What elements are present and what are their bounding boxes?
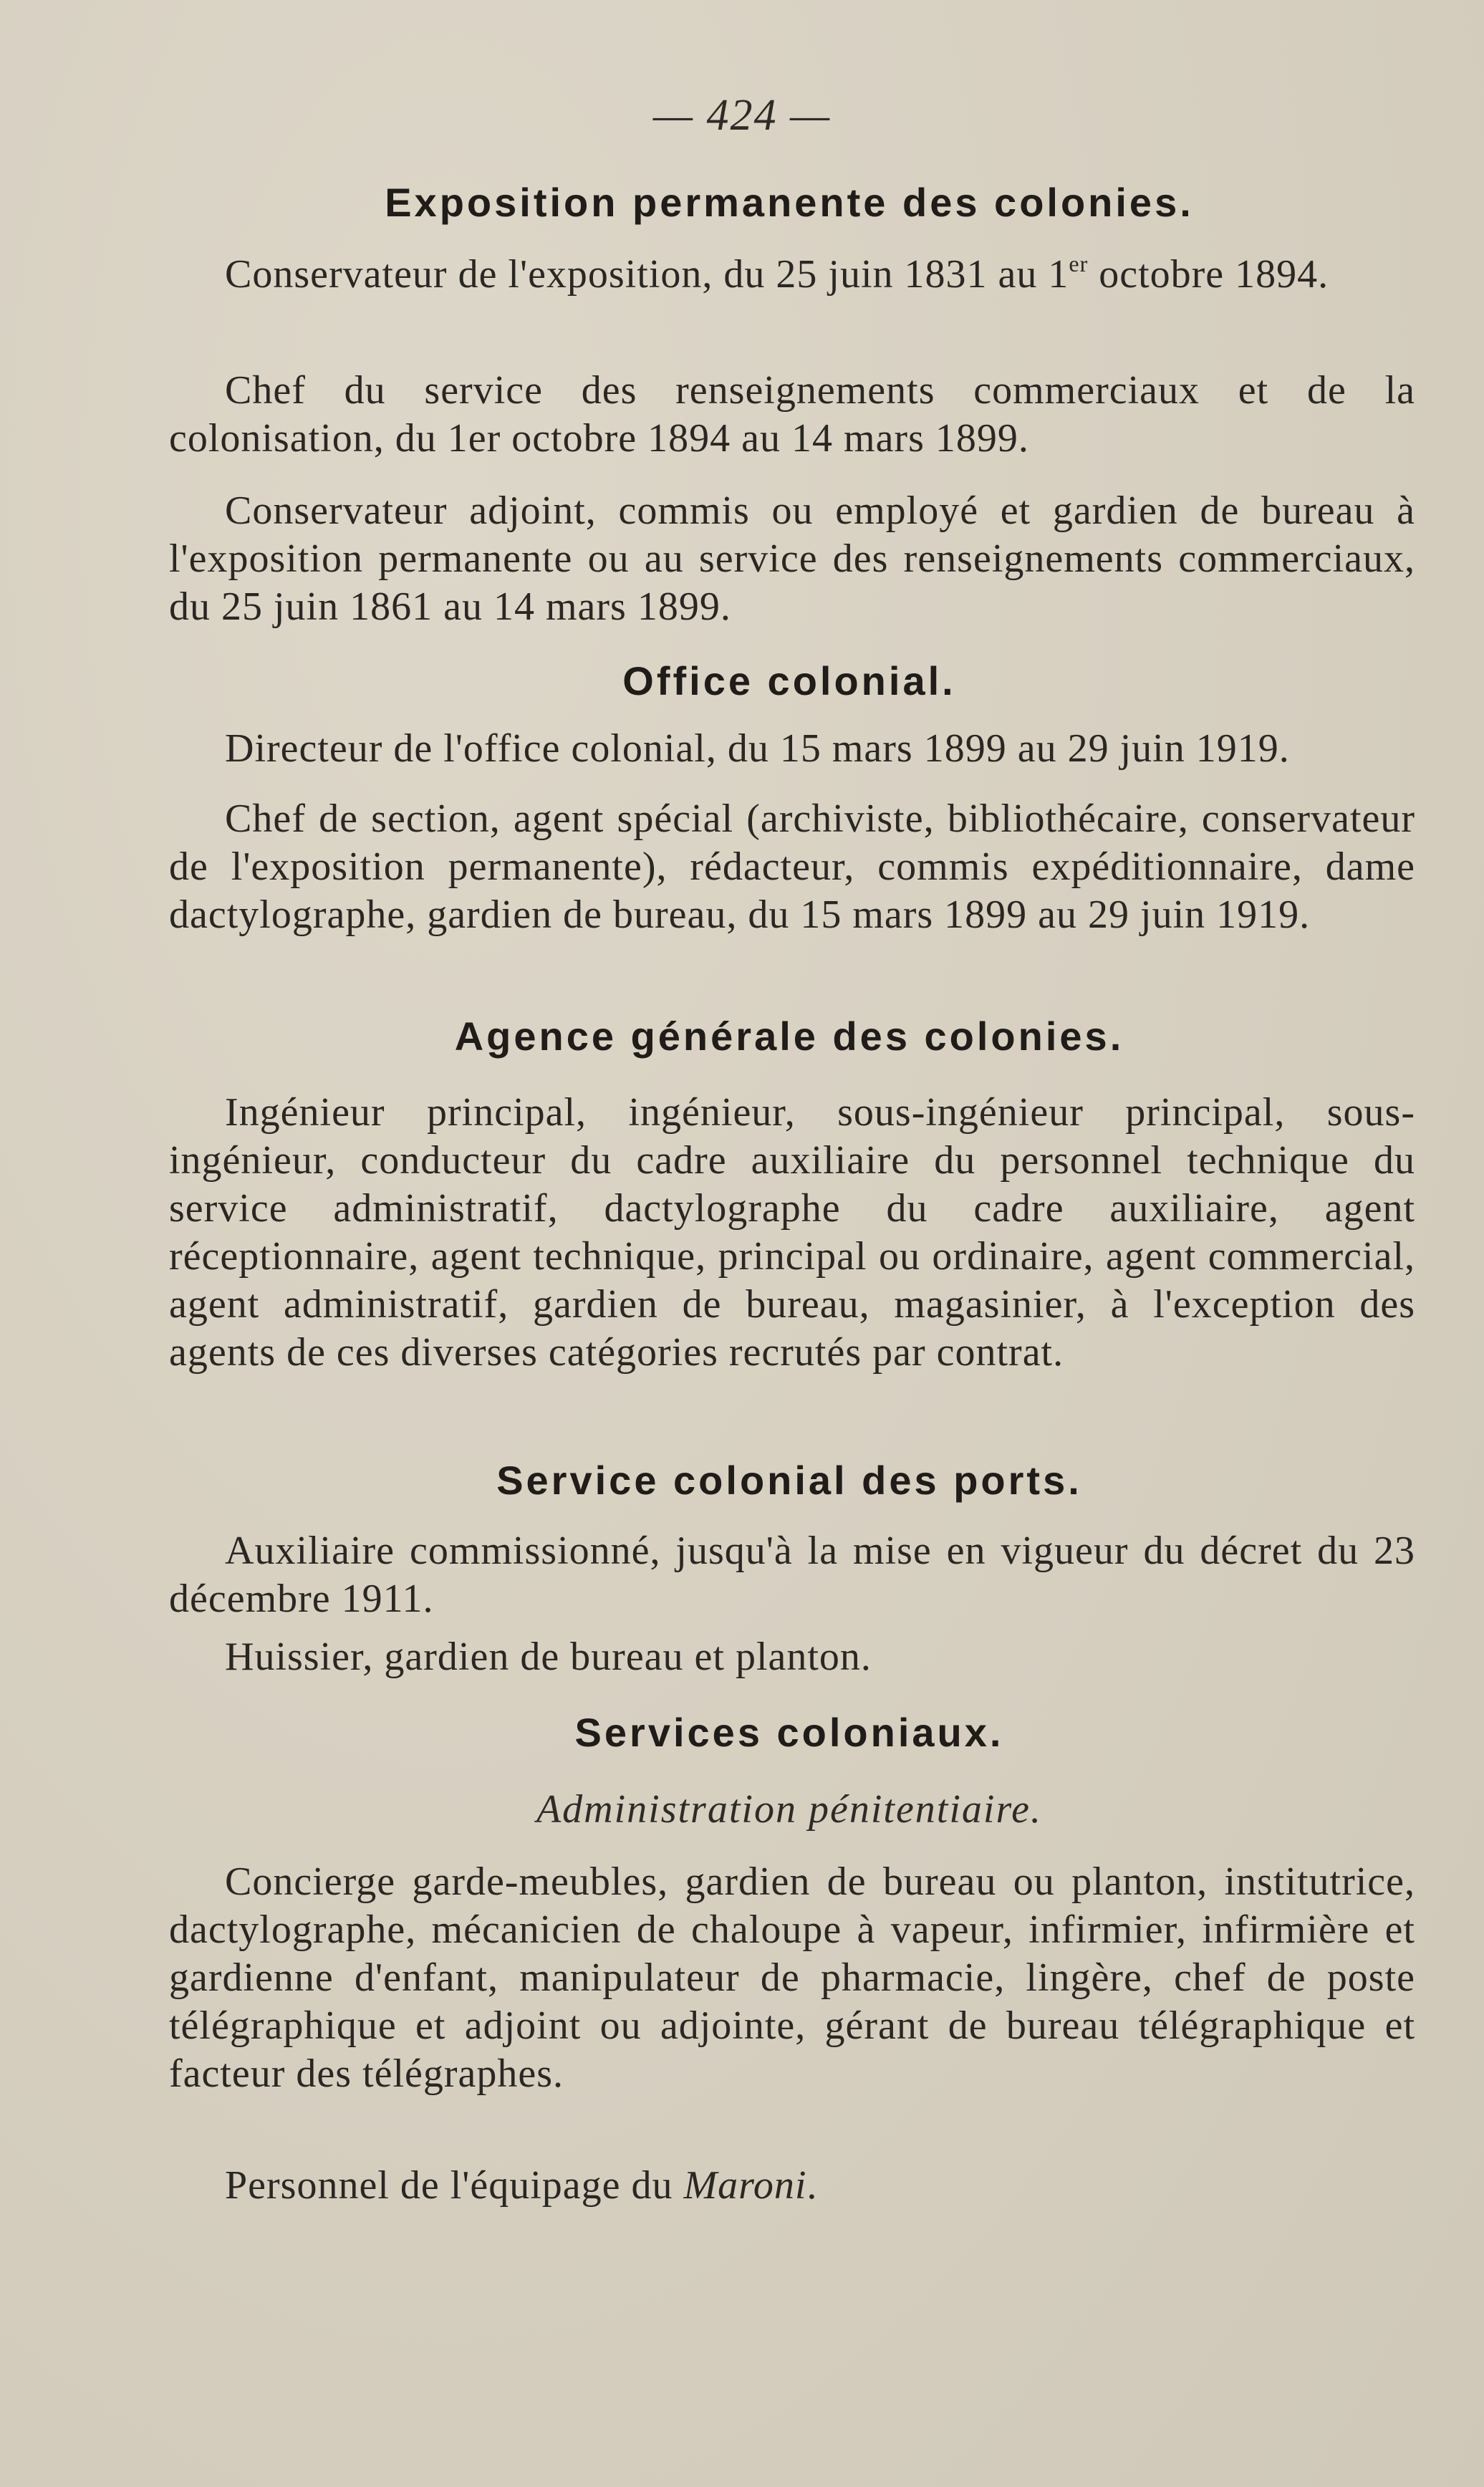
paragraph: Directeur de l'office colonial, du 15 mars 1899 au 29 juin 1919. <box>225 726 1290 771</box>
paragraph-text: . <box>806 2163 818 2208</box>
ship-name: Maroni <box>683 2163 807 2208</box>
paragraph: Chef du service des renseignements commerciaux et de la colonisation, du 1er octobre 1894 au 14 mars 1899. <box>169 368 1415 461</box>
page-number: — 424 — <box>652 91 832 140</box>
paragraph: Concierge garde-meubles, gardien de bureau ou planton, institutrice, dactylographe, mécanicien de chaloupe à vapeur, infirmier, infirmière et gardienne d'enfant, manipulateur de pharmacie, lingère, chef de poste télégraphique et adjoint ou adjointe, gérant de bureau télégraphique et facteur des télégraphes. <box>169 1860 1415 2096</box>
superscript: er <box>1069 251 1089 276</box>
paragraph-text: octobre 1894. <box>1088 252 1329 297</box>
paragraph-text: Personnel de l'équipage du <box>225 2163 684 2208</box>
paragraph <box>169 2162 1415 2210</box>
section-heading-exposition: Exposition permanente des colonies. <box>385 180 1194 225</box>
section-subheading: Administration pénitentiaire. <box>536 1787 1043 1832</box>
section-heading-ports: Service colonial des ports. <box>496 1458 1082 1503</box>
paragraph: Huissier, gardien de bureau et planton. <box>225 1635 872 1679</box>
paragraph: Chef de section, agent spécial (archiviste, bibliothécaire, conservateur de l'exposition permanente), rédacteur, commis expéditionnaire, dame dactylographe, gardien de bureau, du 15 mars 1899 au 29 juin 1919. <box>169 797 1415 937</box>
section-heading-office: Office colonial. <box>622 658 956 703</box>
paragraph-text: Conservateur de l'exposition, du 25 juin 1831 au 1 <box>225 252 1069 297</box>
paragraph: Conservateur adjoint, commis ou employé et gardien de bureau à l'exposition permanente ou au service des renseignements commerciaux, du 25 juin 1861 au 14 mars 1899. <box>169 489 1415 629</box>
paragraph: Auxiliaire commissionné, jusqu'à la mise en vigueur du décret du 23 décembre 1911. <box>169 1529 1415 1621</box>
section-heading-agence: Agence générale des colonies. <box>454 1014 1124 1059</box>
paragraph: Ingénieur principal, ingénieur, sous-ingénieur principal, sous-ingénieur, conducteur du cadre auxiliaire du personnel technique du service administratif, dactylographe du cadre auxiliaire, agent réceptionnaire, agent technique, principal ou ordinaire, agent commercial, agent administratif, gardien de bureau, magasinier, à l'exception des agents de ces diverses catégories recrutés par contrat. <box>169 1090 1415 1375</box>
section-heading-services: Services coloniaux. <box>574 1710 1004 1755</box>
paragraph <box>169 251 1415 299</box>
